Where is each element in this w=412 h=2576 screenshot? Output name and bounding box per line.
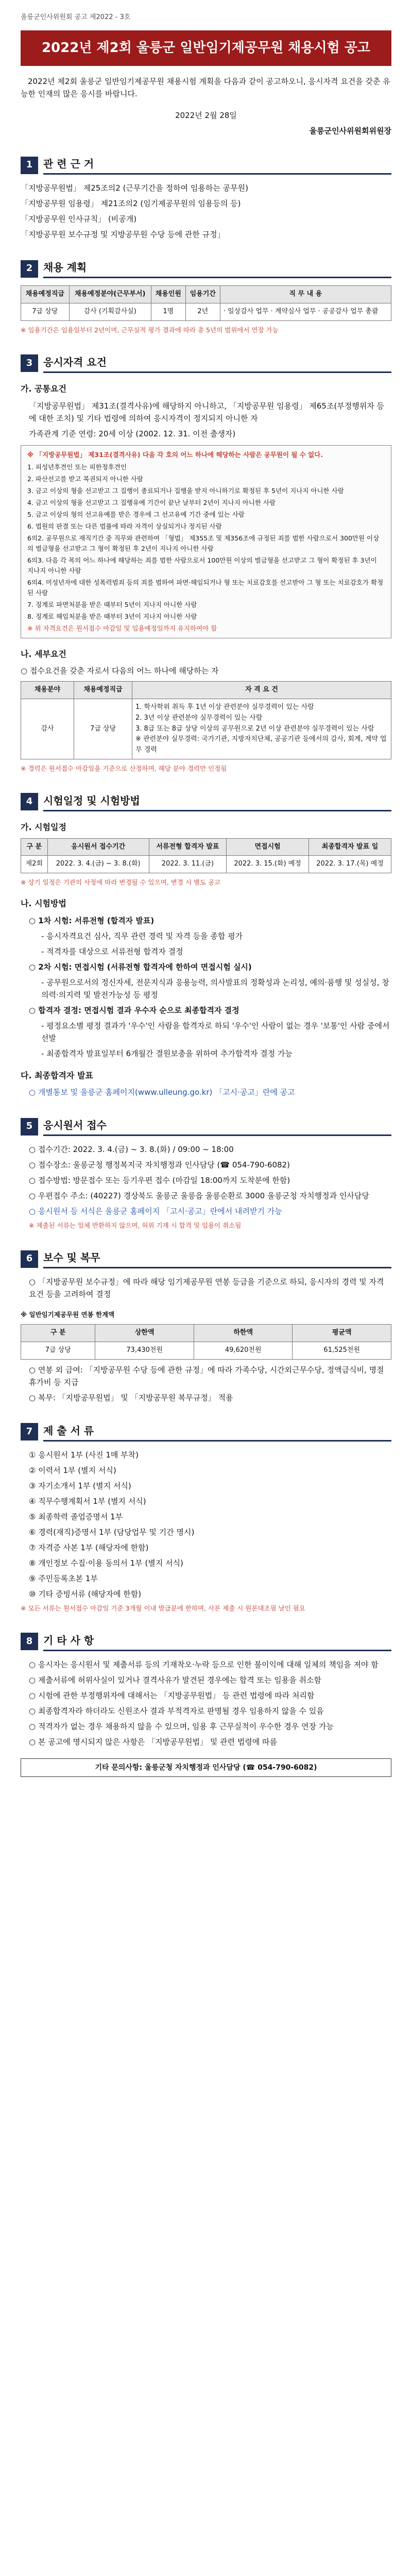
list-item: ○ 접수장소: 울릉군청 행정복지국 자치행정과 인사담당 (☎ 054-790-6082) (29, 1160, 290, 1170)
section-title: 관 련 근 거 (43, 156, 391, 175)
section-number: 7 (21, 1423, 38, 1440)
common-requirements-title: 가. 공통요건 (21, 383, 66, 394)
table-header: 평균액 (293, 1325, 391, 1342)
schedule-note: ※ 상기 일정은 기관의 사정에 따라 변경될 수 있으며, 변경 시 별도 공고 (21, 878, 221, 887)
table-header: 자 격 요 건 (132, 682, 391, 699)
list-item: - 적격자를 대상으로 서류전형 합격자 결정 (41, 946, 183, 956)
list-item: ○ 제출서류에 허위사실이 있거나 결격사유가 발견된 경우에는 합격 또는 임용을 취소함 (29, 1675, 321, 1685)
table-header: 하한액 (194, 1325, 293, 1342)
table-cell: 2022. 3. 15.(화) 예정 (227, 856, 309, 873)
table-cell: 49,620천원 (194, 1342, 293, 1360)
list-item: 8. 징계로 해임처분을 받은 때부터 3년이 지나지 아니한 사람 (27, 612, 197, 620)
list-item: ○ 우편접수 주소: (40227) 경상북도 울릉군 울릉읍 울릉순환로 3000 울릉군청 자치행정과 인사담당 (29, 1191, 369, 1201)
list-item: 4. 금고 이상의 형을 선고받고 그 집행유예 기간이 끝난 날부터 2년이 지나지 아니한 사람 (27, 498, 276, 506)
list-item: ② 이력서 1부 (별지 서식) (29, 1465, 116, 1475)
method-list (21, 914, 391, 1060)
table-header: 채용분야 (21, 682, 74, 699)
list-item: 「지방공무원 임용령」 제21조의2 (임기제공무원의 임용등의 등) (21, 199, 241, 209)
list-item: ⑦ 자격증 사본 1부 (해당자에 한함) (29, 1543, 149, 1552)
section-title: 응시원서 접수 (43, 1117, 391, 1136)
pay-table (21, 1324, 391, 1360)
list-item: ○ 접수방법: 방문접수 또는 등기우편 접수 (마감일 18:00까지 도착분에 한함) (29, 1176, 290, 1185)
list-item: ○ 응시원서 등 서식은 울릉군 홈페이지 「고시·공고」란에서 내려받기 가능 (29, 1207, 282, 1216)
list-item: ○ 최종합격자라 하더라도 신원조사 결과 부적격자로 판명될 경우 임용하지 않을 수 있음 (29, 1706, 324, 1716)
section-number: 8 (21, 1633, 38, 1650)
table-cell: 1. 학사학위 취득 후 1년 이상 관련분야 실무경력이 있는 사람 2. 3년 이상 관련분야 실무경력이 있는 사람 3. 8급 또는 8급 상당 이상의 공무원으로 2년 이상 관련분야 실무경력이 있는 사람 ※ 관련분야 실무경력: 국가기관, 지방자치단체, 공공기관 등에서의 감사, 회계, 계약 업무 경력 (132, 699, 391, 759)
table-header: 면접시험 (227, 838, 309, 856)
table-header: 구 분 (21, 838, 48, 856)
list-item: ⑨ 주민등록초본 1부 (29, 1573, 98, 1583)
table-cell: 61,525천원 (293, 1342, 391, 1360)
table-header: 임용기간 (185, 286, 220, 303)
pay-table-title: ※ 일반임기제공무원 연봉 한계액 (21, 1311, 115, 1319)
section-number: 2 (21, 260, 38, 278)
table-header: 채용인원 (151, 286, 185, 303)
specific-intro: ○ 접수요건을 갖춘 자로서 다음의 어느 하나에 해당하는 자 (21, 666, 219, 676)
section-2-heading (21, 259, 391, 278)
table-row (21, 303, 391, 321)
section-7-heading (21, 1422, 391, 1442)
table-header: 채용예정직급 (74, 682, 132, 699)
announcement-date: 2022년 2월 28일 (175, 111, 237, 121)
common-requirements-list (21, 400, 391, 440)
list-item: 가족관계 기준 연령: 20세 이상 (2002. 12. 31. 이전 출생자) (29, 429, 236, 438)
table-header: 서류전형 합격자 발표 (149, 838, 227, 856)
table-header: 채용예정직급 (21, 286, 70, 303)
section-number: 5 (21, 1118, 38, 1136)
list-item: ○ 시험에 관한 부정행위자에 대해서는 「지방공무원법」 등 관련 법령에 따라 처리함 (29, 1690, 315, 1700)
doc-number: 울릉군인사위원회 공고 제2022 - 3호 (21, 13, 131, 21)
list-item: 6. 법원의 판결 또는 다른 법률에 따라 자격이 상실되거나 정지된 사람 (27, 522, 222, 530)
table-cell: 73,430천원 (95, 1342, 194, 1360)
disqualification-box (21, 445, 391, 638)
section-number: 6 (21, 1250, 38, 1268)
list-item: ④ 직무수행계획서 1부 (별지 서식) (29, 1496, 146, 1506)
table-cell: 2년 (185, 303, 220, 321)
table-header: 응시원서 접수기간 (47, 838, 149, 856)
basis-list (21, 182, 391, 241)
list-item: ⑧ 개인정보 수집·이용 동의서 1부 (별지 서식) (29, 1558, 183, 1568)
table-cell: 7급 상당 (74, 699, 132, 759)
list-item: ① 응시원서 1부 (사진 1매 부착) (29, 1450, 139, 1460)
section-title: 응시자격 요건 (43, 354, 391, 373)
issuing-org: 울릉군인사위원회위원장 (309, 126, 391, 136)
list-item: - 응시자격요건 심사, 직무 관련 경력 및 자격 등을 종합 평가 (41, 931, 243, 941)
list-item: - 평정요소별 평정 결과가 '우수'인 사람을 합격자로 하되 '우수'인 사람이 없는 경우 '보통'인 사람 중에서 선발 (41, 1021, 390, 1043)
pay-list (21, 1364, 391, 1404)
section-title: 보수 및 복무 (43, 1249, 391, 1268)
table-cell: 감사 (21, 699, 74, 759)
list-item: 2. 파산선고를 받고 복권되지 아니한 사람 (27, 474, 143, 483)
box-footnote: ※ 위 자격요건은 원서접수 마감일 및 임용예정일까지 유지하여야 함 (27, 624, 217, 632)
plan-table (21, 285, 391, 321)
list-item: 「지방공무원법」 제31조(결격사유)에 해당하지 아니하고, 「지방공무원 임용령」 제65조(부정행위자 등에 대한 조치) 및 기타 법령에 의하여 응시자격이 정지되지 아니한 자 (29, 401, 385, 423)
list-item: - 최종합격자 발표일부터 6개월간 결원보충을 위하여 추가합격자 결정 가능 (41, 1048, 293, 1058)
table-cell: 2022. 3. 11.(금) (149, 856, 227, 873)
table-header: 채용예정분야(근무부서) (69, 286, 151, 303)
list-item: 5. 금고 이상의 형의 선고유예를 받은 경우에 그 선고유예 기간 중에 있는 사람 (27, 510, 245, 518)
list-item: ○ 연봉 외 급여: 「지방공무원 수당 등에 관한 규정」에 따라 가족수당, 시간외근무수당, 정액급식비, 명절휴가비 등 지급 (29, 1365, 384, 1387)
list-item: ○ 복무: 「지방공무원법」 및 「지방공무원 복무규정」 적용 (29, 1393, 233, 1402)
apply-list (21, 1143, 391, 1231)
table-cell: 7급 상당 (21, 303, 70, 321)
result-text: ○ 개별통보 및 울릉군 홈페이지(www.ulleung.go.kr) 「고시·공고」란에 공고 (29, 1088, 295, 1097)
specific-requirements-title: 나. 세부요건 (21, 649, 66, 659)
list-item: ※ 제출된 서류는 일체 반환하지 않으며, 허위 기재 시 합격 및 임용이 취소됨 (29, 1222, 242, 1230)
list-item: ⑤ 최종학력 졸업증명서 1부 (29, 1512, 123, 1521)
page-title: 2022년 제2회 울릉군 일반임기제공무원 채용시험 공고 (21, 30, 391, 66)
table-cell: 제2회 (21, 856, 48, 873)
box-heading: ※ 「지방공무원법」 제31조(결격사유) 다음 각 호의 어느 하나에 해당하는 사람은 공무원이 될 수 없다. (27, 450, 323, 459)
table-cell: 1명 (151, 303, 185, 321)
specific-table (21, 681, 391, 759)
list-item: ○ 응시자는 응시원서 및 제출서류 등의 기재착오·누락 등으로 인한 불이익에 대해 일체의 책임을 져야 함 (29, 1659, 379, 1669)
method-title: 나. 시험방법 (21, 899, 66, 909)
disqualification-list (27, 462, 385, 622)
table-cell: 2022. 3. 17.(목) 예정 (309, 856, 391, 873)
table-header: 상한액 (95, 1325, 194, 1342)
list-item: ⑥ 경력(재직)증명서 1부 (담당업무 및 기간 명시) (29, 1527, 195, 1537)
docs-list (21, 1449, 391, 1600)
list-item: ○ 적격자가 없는 경우 채용하지 않을 수 있으며, 임용 후 근무실적이 우수한 경우 연장 가능 (29, 1721, 334, 1731)
section-4-heading (21, 792, 391, 811)
schedule-title: 가. 시험일정 (21, 822, 66, 832)
list-item: 1. 피성년후견인 또는 피한정후견인 (27, 463, 127, 471)
section-title: 제 출 서 류 (43, 1422, 391, 1442)
table-row (21, 1342, 391, 1360)
section-title: 채용 계획 (43, 259, 391, 278)
list-item: - 공무원으로서의 정신자세, 전문지식과 응용능력, 의사발표의 정확성과 논리성, 예의·품행 및 성실성, 창의력·의지력 및 발전가능성 등 평정 (41, 977, 389, 999)
specific-note: ※ 경력은 원서접수 마감일을 기준으로 산정하며, 해당 분야 경력만 인정됨 (21, 764, 227, 772)
table-cell: · 일상감사 업무 · 계약심사 업무 · 공공감사 업무 총괄 (220, 303, 391, 321)
result-title: 다. 최종합격자 발표 (21, 1070, 93, 1080)
list-item: ○ 본 공고에 명시되지 않은 사항은 「지방공무원법」 및 관련 법령에 따름 (29, 1737, 278, 1747)
list-item: 6의2. 공무원으로 재직기간 중 직무와 관련하여 「형법」 제355조 및 제356조에 규정된 죄를 범한 사람으로서 300만원 이상의 벌금형을 선고받고 그 형이 확정된 후 2년이 지나지 아니한 사람 (27, 534, 380, 552)
list-item: 「지방공무원 인사규칙」 (비공개) (21, 214, 137, 224)
section-number: 3 (21, 354, 38, 372)
section-1-heading (21, 156, 391, 175)
list-item: 6의4. 미성년자에 대한 성폭력범죄 등의 죄를 범하여 파면·해임되거나 형 또는 치료감호를 선고받아 그 형 또는 치료감호가 확정된 사람 (27, 578, 384, 597)
section-6-heading (21, 1249, 391, 1268)
contact-box: 기타 문의사항: 울릉군청 자치행정과 인사담당 (☎ 054-790-6082) (21, 1758, 391, 1777)
pay-intro: ○ 「지방공무원 보수규정」에 따라 해당 임기제공무원 연봉 등급을 기준으로 하되, 응시자의 경력 및 자격 요건 등을 고려하여 결정 (29, 1277, 384, 1299)
list-item: ○ 2차 시험: 면접시험 (서류전형 합격자에 한하여 면접시험 실시) (29, 962, 252, 972)
list-item: ③ 자기소개서 1부 (별지 서식) (29, 1481, 131, 1490)
section-3-heading (21, 354, 391, 373)
table-cell: 감사 (기획감사실) (69, 303, 151, 321)
section-title: 기 타 사 항 (43, 1632, 391, 1651)
section-title: 시험일정 및 시험방법 (43, 792, 391, 811)
list-item: ○ 합격자 결정: 면접시험 결과 우수자 순으로 최종합격자 결정 (29, 1005, 239, 1015)
list-item: 「지방공무원법」 제25조의2 (근무기간을 정하여 임용하는 공무원) (21, 183, 248, 193)
list-item: 6의3. 다음 각 목의 어느 하나에 해당하는 죄를 범한 사람으로서 100만원 이상의 벌금형을 선고받고 그 형이 확정된 후 3년이 지나지 아니한 사람 (27, 556, 377, 574)
list-item: 7. 징계로 파면처분을 받은 때부터 5년이 지나지 아니한 사람 (27, 600, 197, 608)
intro-text: 2022년 제2회 울릉군 일반임기제공무원 채용시험 계획을 다음과 같이 공고하오니, 응시자격 요건을 갖춘 유능한 인재의 많은 응시를 바랍니다. (21, 77, 390, 99)
list-item: ⑩ 기타 증빙서류 (해당자에 한함) (29, 1589, 142, 1599)
section-number: 1 (21, 157, 38, 174)
docs-note: ※ 모든 서류는 원서접수 마감일 기준 3개월 이내 발급분에 한하며, 사본 제출 시 원본대조필 날인 필요 (21, 1604, 305, 1612)
table-header: 직 무 내 용 (220, 286, 391, 303)
section-8-heading (21, 1632, 391, 1651)
section-5-heading (21, 1117, 391, 1136)
etc-list (21, 1658, 391, 1748)
table-row (21, 856, 391, 873)
table-row (21, 699, 391, 759)
list-item: ○ 1차 시험: 서류전형 (합격자 발표) (29, 916, 154, 925)
schedule-table (21, 838, 391, 874)
list-item: 3. 금고 이상의 형을 선고받고 그 집행이 종료되거나 집행을 받지 아니하기로 확정된 후 5년이 지나지 아니한 사람 (27, 486, 344, 495)
table-cell: 7급 상당 (21, 1342, 95, 1360)
list-item: 「지방공무원 보수규정 및 지방공무원 수당 등에 관한 규정」 (21, 230, 225, 240)
section-number: 4 (21, 793, 38, 810)
plan-note: ※ 임용기간은 임용일부터 2년이며, 근무실적 평가 결과에 따라 총 5년의 범위에서 연장 가능 (21, 326, 279, 334)
table-cell: 2022. 3. 4.(금) ~ 3. 8.(화) (47, 856, 149, 873)
list-item: ○ 접수기간: 2022. 3. 4.(금) ~ 3. 8.(화) / 09:00 ~ 18:00 (29, 1145, 234, 1155)
table-header: 최종합격자 발표 일 (309, 838, 391, 856)
table-header: 구 분 (21, 1325, 95, 1342)
